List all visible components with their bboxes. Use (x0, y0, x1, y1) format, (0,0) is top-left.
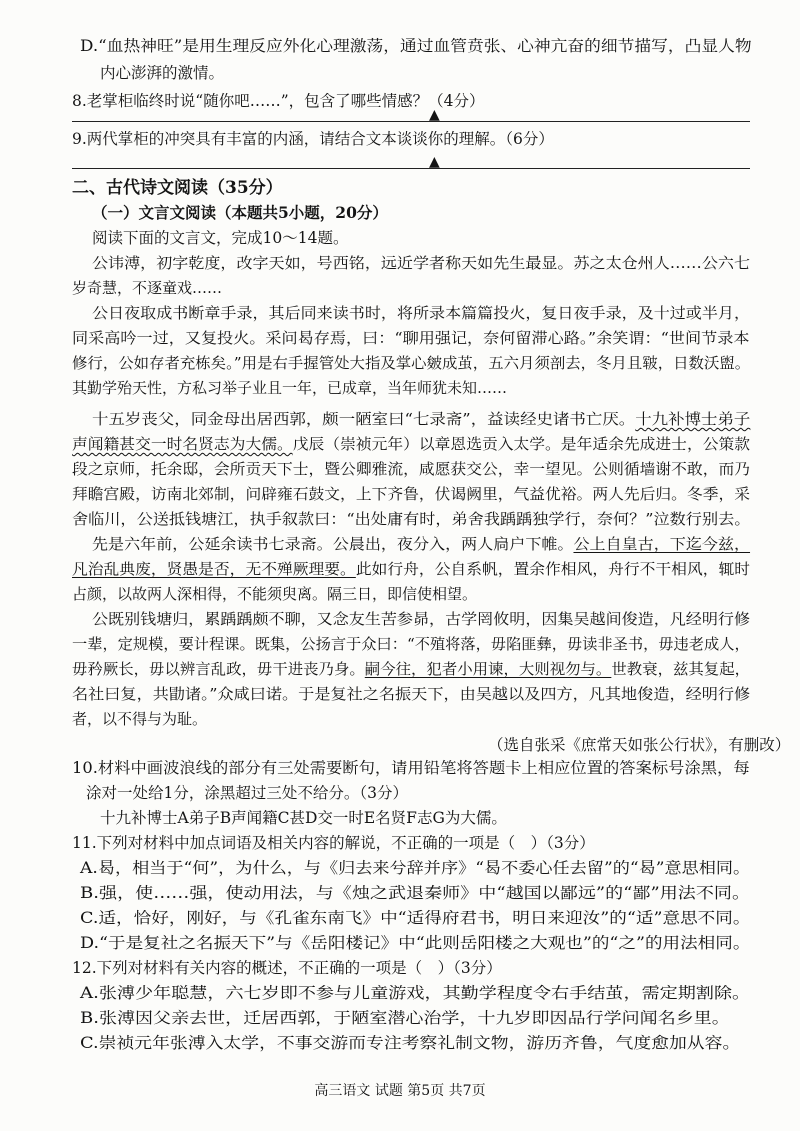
text-line: 其勤学殆天性，方私习举子业且一年，已成章，当年师犹未知…… (72, 379, 508, 397)
text-line: 岁奇慧，不逐童戏…… (72, 279, 223, 297)
text-line: D.“于是复社之名振天下”与《岳阳楼记》中“此则岳阳楼之大观也”的“之”的用法相同。 (80, 934, 751, 952)
text-segment: 十五岁丧父，同金母出居西郭，颇一陋室曰“七录斋”，益读经史诸书亡厌。 (92, 410, 636, 428)
answer-triangle-q9: ▲ (429, 154, 440, 170)
text-line: 占颜，以故两人深相得，不能须臾离。隔三日，即信使相望。 (72, 585, 478, 603)
text-line (92, 409, 750, 429)
text-line: B.强，使……强，使动用法，与《烛之武退秦师》中“越国以鄙远”的“鄙”用法不同。 (80, 884, 751, 902)
text-line: 内心澎湃的激情。 (100, 64, 225, 82)
text-line (72, 659, 750, 679)
wavy-underlined-text: 声闻籍甚交一时名贤志为大儒。 (72, 435, 293, 453)
text-line (72, 559, 750, 579)
text-segment: 先是六年前，公延余读书七录斋。公晨出，夜分入，两人扃户下帷。 (92, 535, 574, 553)
page-footer: 高三语文 试题 第5页 共7页 (314, 1083, 486, 1099)
answer-line-q9 (72, 168, 750, 169)
answer-triangle-q8: ▲ (429, 107, 440, 123)
wavy-underlined-text: 十九补博士弟子 (635, 410, 751, 428)
text-line: 9.两代掌柜的冲突具有丰富的内涵，请结合文本谈谈你的理解。（6分） (72, 130, 554, 148)
text-line: 12.下列对材料有关内容的概述，不正确的一项是（ ）（3分） (72, 959, 502, 977)
text-line: 修行，公如存者充栋矣。”用是右手握管处大指及掌心皴成茧，五六月须剖去，冬月且皲，日数沃盥。 (72, 354, 751, 372)
text-line: 8.老掌柜临终时说“随你吧……”，包含了哪些情感？（4分） (72, 92, 485, 110)
text-segment: 世教衰，兹其复起， (611, 660, 751, 678)
underlined-text: 嗣今往，犯者小用谏，大则视勿与。 (364, 660, 612, 678)
text-line: 拜瞻宫殿，访南北郊制，问辟雍石鼓文，上下齐鲁，伏谒阙里，气益优裕。两人先后归。冬季，采 (72, 485, 751, 503)
answer-line-q8 (72, 121, 750, 122)
text-line: B.张溥因父亲去世，迁居西郭，于陋室潜心治学，十九岁即因品行学问闻名乡里。 (80, 1009, 730, 1027)
text-line: 一辈，定规模，要计程课。既集，公扬言于众曰：“不殖将落，毋陷匪彝，毋读非圣书，毋违老成人， (72, 635, 750, 653)
text-line (92, 534, 750, 554)
text-line: （选自张采《庶常天如张公行状》，有删改） (488, 736, 791, 754)
text-line: 十九补博士A弟子B声闻籍C甚D交一时E名贤F志G为大儒。 (100, 809, 507, 827)
text-line: 阅读下面的文言文，完成10～14题。 (92, 229, 349, 247)
text-segment: 此如行舟，公自系帆，置余作相风，舟行不干相风，辄时 (355, 560, 751, 578)
text-line: 10.材料中画波浪线的部分有三处需要断句，请用铅笔将答题卡上相应位置的答案标号涂黑，每 (72, 759, 750, 777)
text-line: 公日夜取成书断章手录，其后同来读书时，将所录本篇篇投火，复日夜手录，及十过或半月， (92, 304, 751, 322)
text-line: 公既别钱塘归，累踽踽颇不聊，又念友生苦参昴，古学罔攸明，因集吴越间俊造，凡经明行修 (92, 610, 751, 628)
text-line: 二、古代诗文阅读（35分） (72, 178, 283, 198)
text-line: 段之京师，托余邸，会所贡天下士，暨公卿雅流，咸愿获交公，幸一望见。公则循墙谢不敢，而乃 (72, 460, 751, 478)
text-line: 涂对一处给1分，涂黑超过三处不给分。（3分） (86, 784, 408, 802)
text-line: A.张溥少年聪慧，六七岁即不参与儿童游戏，其勤学程度令右手结茧，需定期割除。 (80, 984, 751, 1002)
text-line: C.崇祯元年张溥入太学，不事交游而专注考察礼制文物，游历齐鲁，气度愈加从容。 (80, 1034, 741, 1052)
text-segment: 戊辰（崇祯元年）以章恩选贡入太学。是年适余先成进士，公策款 (292, 435, 751, 453)
text-line: A.曷，相当于“何”，为什么，与《归去来兮辞并序》“曷不委心任去留”的“曷”意思相同。 (80, 859, 751, 877)
text-line: C.适，恰好，刚好，与《孔雀东南飞》中“适得府君书，明日来迎汝”的“适”意思不同。 (80, 909, 751, 927)
text-line: 舍临川，公送抵钱塘江，执手叙款曰：“出处庸有时，弟舍我踽踽独学行，奈何？”泣数行别去。 (72, 510, 751, 528)
text-line: （一）文言文阅读（本题共5小题，20分） (92, 203, 388, 222)
text-line: 同采高吟一过，又复投火。采问曷存焉，曰：“聊用强记，奈何留滞心路。”余笑谓：“世间节录本 (72, 329, 750, 347)
text-line: 11.下列对材料中加点词语及相关内容的解说，不正确的一项是（ ）（3分） (72, 834, 595, 852)
text-line: D.“血热神旺”是用生理反应外化心理激荡，通过血管贲张、心神亢奋的细节描写，凸显人物 (80, 37, 752, 55)
text-line: 名社曰复，共勖诸。”众咸曰诺。于是复社之名振天下，由吴越以及四方，凡其地俊造，经明行修 (72, 685, 751, 703)
underlined-text: 凡治乱典废，贤愚是否，无不殚厥理要。 (72, 560, 356, 578)
text-line (72, 434, 750, 454)
text-line: 者，以不得与为耻。 (72, 710, 208, 728)
text-line: 公讳溥，初字乾度，改字天如，号西铭，远近学者称天如先生最显。苏之太仓州人……公六七 (92, 254, 751, 272)
text-segment: 毋矜厥长，毋以辨言乱政，毋干进丧乃身。 (72, 660, 365, 678)
underlined-text: 公上自皇古，下迄今兹， (573, 535, 751, 553)
